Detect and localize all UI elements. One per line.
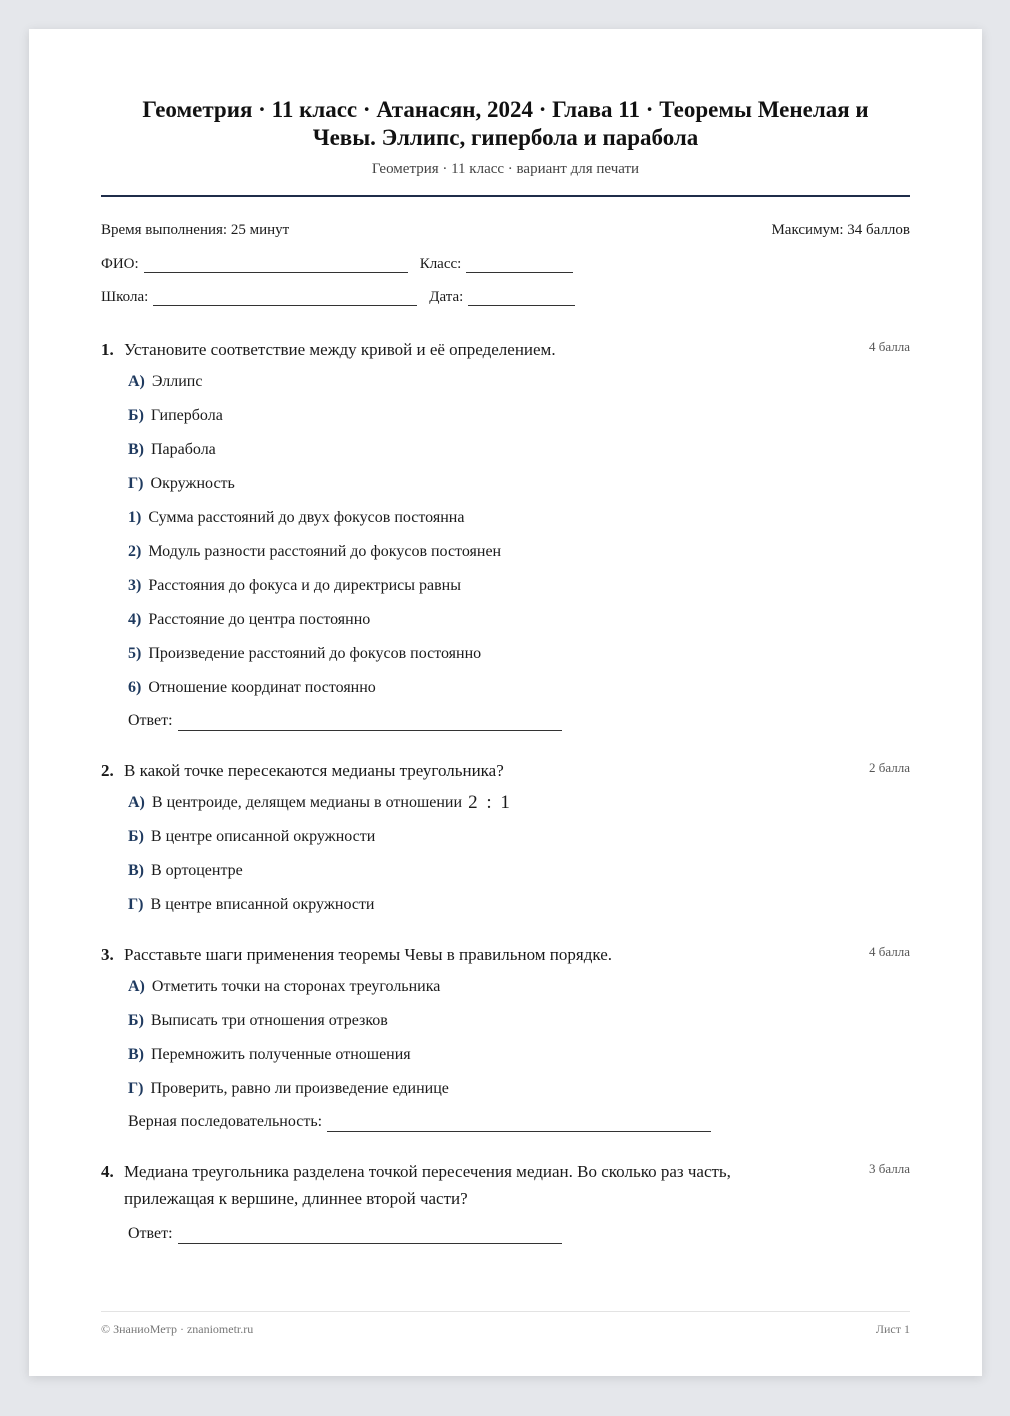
question-1-points: 4 балла	[869, 339, 910, 354]
question-1-header	[101, 336, 910, 363]
option-label: В)	[128, 441, 144, 458]
option-label: 3)	[128, 577, 142, 594]
ratio-formula: 2 : 1	[468, 792, 512, 813]
option-item	[128, 1045, 910, 1065]
date-field[interactable]	[468, 291, 575, 306]
option-text: Отметить точки на сторонах треугольника	[151, 978, 441, 995]
question-2-header	[101, 757, 910, 784]
option-item	[128, 474, 910, 494]
option-label: А)	[128, 978, 145, 995]
option-text: Расстояния до фокуса и до директрисы равны	[148, 577, 461, 594]
option-label: 2)	[128, 543, 142, 560]
option-text: В центре вписанной окружности	[150, 896, 375, 913]
option-item	[128, 372, 910, 392]
question-2	[101, 757, 910, 915]
option-item	[128, 440, 910, 460]
answer-field[interactable]	[178, 716, 562, 731]
option-label: А)	[128, 373, 145, 390]
option-text: Расстояние до центра постоянно	[148, 611, 371, 628]
option-label: 5)	[128, 645, 142, 662]
option-text: Произведение расстояний до фокусов постоянно	[148, 645, 482, 662]
option-text: Выписать три отношения отрезков	[150, 1012, 388, 1029]
footer-copyright: © ЗнаниоМетр · znaniometr.ru	[101, 1322, 254, 1336]
question-2-points: 2 балла	[869, 760, 910, 775]
option-label: 1)	[128, 509, 142, 526]
question-1	[101, 336, 910, 731]
option-label: Б)	[128, 407, 144, 424]
question-3-answer	[128, 1112, 910, 1132]
option-item	[128, 1079, 910, 1099]
option-item	[128, 1011, 910, 1031]
question-1-answer	[128, 711, 910, 731]
meta-row	[101, 221, 910, 239]
option-text: В ортоцентре	[151, 862, 243, 879]
option-item	[128, 610, 910, 630]
option-text: Окружность	[150, 475, 235, 492]
question-3-number: 3.	[101, 945, 114, 964]
fio-label: ФИО:	[101, 256, 139, 272]
option-label: 4)	[128, 611, 142, 628]
page-subtitle: Геометрия · 11 класс · вариант для печати	[371, 161, 640, 177]
option-label: В)	[128, 1046, 144, 1063]
option-label: Г)	[128, 475, 144, 492]
option-item	[128, 542, 910, 562]
header-divider	[101, 195, 910, 197]
question-4-answer	[128, 1224, 910, 1244]
option-text: Перемножить полученные отношения	[151, 1046, 411, 1063]
class-label: Класс:	[419, 256, 462, 272]
date-label: Дата:	[429, 289, 464, 305]
answer-label: Ответ:	[128, 712, 173, 729]
question-1-text: Установите соответствие между кривой и её определением.	[124, 340, 556, 359]
option-item	[128, 508, 910, 528]
question-1-number: 1.	[101, 340, 114, 359]
question-4-number: 4.	[101, 1162, 114, 1181]
option-item	[128, 977, 910, 997]
question-4	[101, 1158, 910, 1244]
time-limit: Время выполнения: 25 минут	[101, 222, 290, 238]
max-score: Максимум: 34 баллов	[771, 222, 910, 238]
fio-field[interactable]	[144, 258, 408, 273]
title-line-1: Геометрия · 11 класс · Атанасян, 2024 · Глава 11 · Теоремы Менелая и	[142, 97, 869, 122]
question-3-text: Расставьте шаги применения теоремы Чевы в правильном порядке.	[124, 945, 612, 964]
school-label: Школа:	[101, 289, 149, 305]
option-label: Г)	[128, 1080, 144, 1097]
option-item	[128, 793, 910, 813]
answer-field[interactable]	[327, 1117, 711, 1132]
option-text: Гипербола	[150, 407, 223, 424]
question-2-text: В какой точке пересекаются медианы треугольника?	[124, 761, 504, 780]
option-text: Проверить, равно ли произведение единице	[150, 1080, 449, 1097]
answer-field[interactable]	[178, 1229, 562, 1244]
page-footer	[101, 1311, 910, 1337]
option-item	[128, 827, 910, 847]
option-item	[128, 678, 910, 698]
answer-label: Ответ:	[128, 1225, 173, 1242]
option-text: Сумма расстояний до двух фокусов постоянна	[148, 509, 465, 526]
question-3-header	[101, 941, 910, 968]
option-label: В)	[128, 862, 144, 879]
page-content	[101, 29, 910, 1376]
option-item	[128, 576, 910, 596]
option-item	[128, 644, 910, 664]
option-label: Б)	[128, 828, 144, 845]
footer-sheet-number: Лист 1	[875, 1322, 910, 1336]
option-item	[128, 861, 910, 881]
school-date-row	[101, 288, 910, 306]
option-label: Г)	[128, 896, 144, 913]
option-label: А)	[128, 794, 145, 811]
question-2-number: 2.	[101, 761, 114, 780]
option-text: Отношение координат постоянно	[148, 679, 376, 696]
question-4-text: Медиана треугольника разделена точкой пересечения медиан. Во сколько раз часть, прилежащая к вершине, длиннее второй части?	[124, 1162, 731, 1208]
question-3	[101, 941, 910, 1132]
option-text: Парабола	[151, 441, 216, 458]
school-field[interactable]	[153, 291, 417, 306]
question-4-header	[101, 1158, 910, 1212]
option-item	[128, 406, 910, 426]
fio-class-row	[101, 255, 910, 273]
class-field[interactable]	[466, 258, 573, 273]
page-title	[101, 96, 910, 152]
option-text: В центроиде, делящем медианы в отношении	[151, 794, 463, 811]
answer-label: Верная последовательность:	[128, 1113, 323, 1130]
question-3-points: 4 балла	[869, 944, 910, 959]
option-label: 6)	[128, 679, 142, 696]
option-text: В центре описанной окружности	[150, 828, 376, 845]
option-label: Б)	[128, 1012, 144, 1029]
title-line-2: Чевы. Эллипс, гипербола и парабола	[312, 125, 699, 150]
option-text: Эллипс	[151, 373, 203, 390]
worksheet-page	[29, 29, 982, 1376]
option-item	[128, 895, 910, 915]
question-4-points: 3 балла	[869, 1161, 910, 1176]
option-text: Модуль разности расстояний до фокусов постоянен	[148, 543, 502, 560]
